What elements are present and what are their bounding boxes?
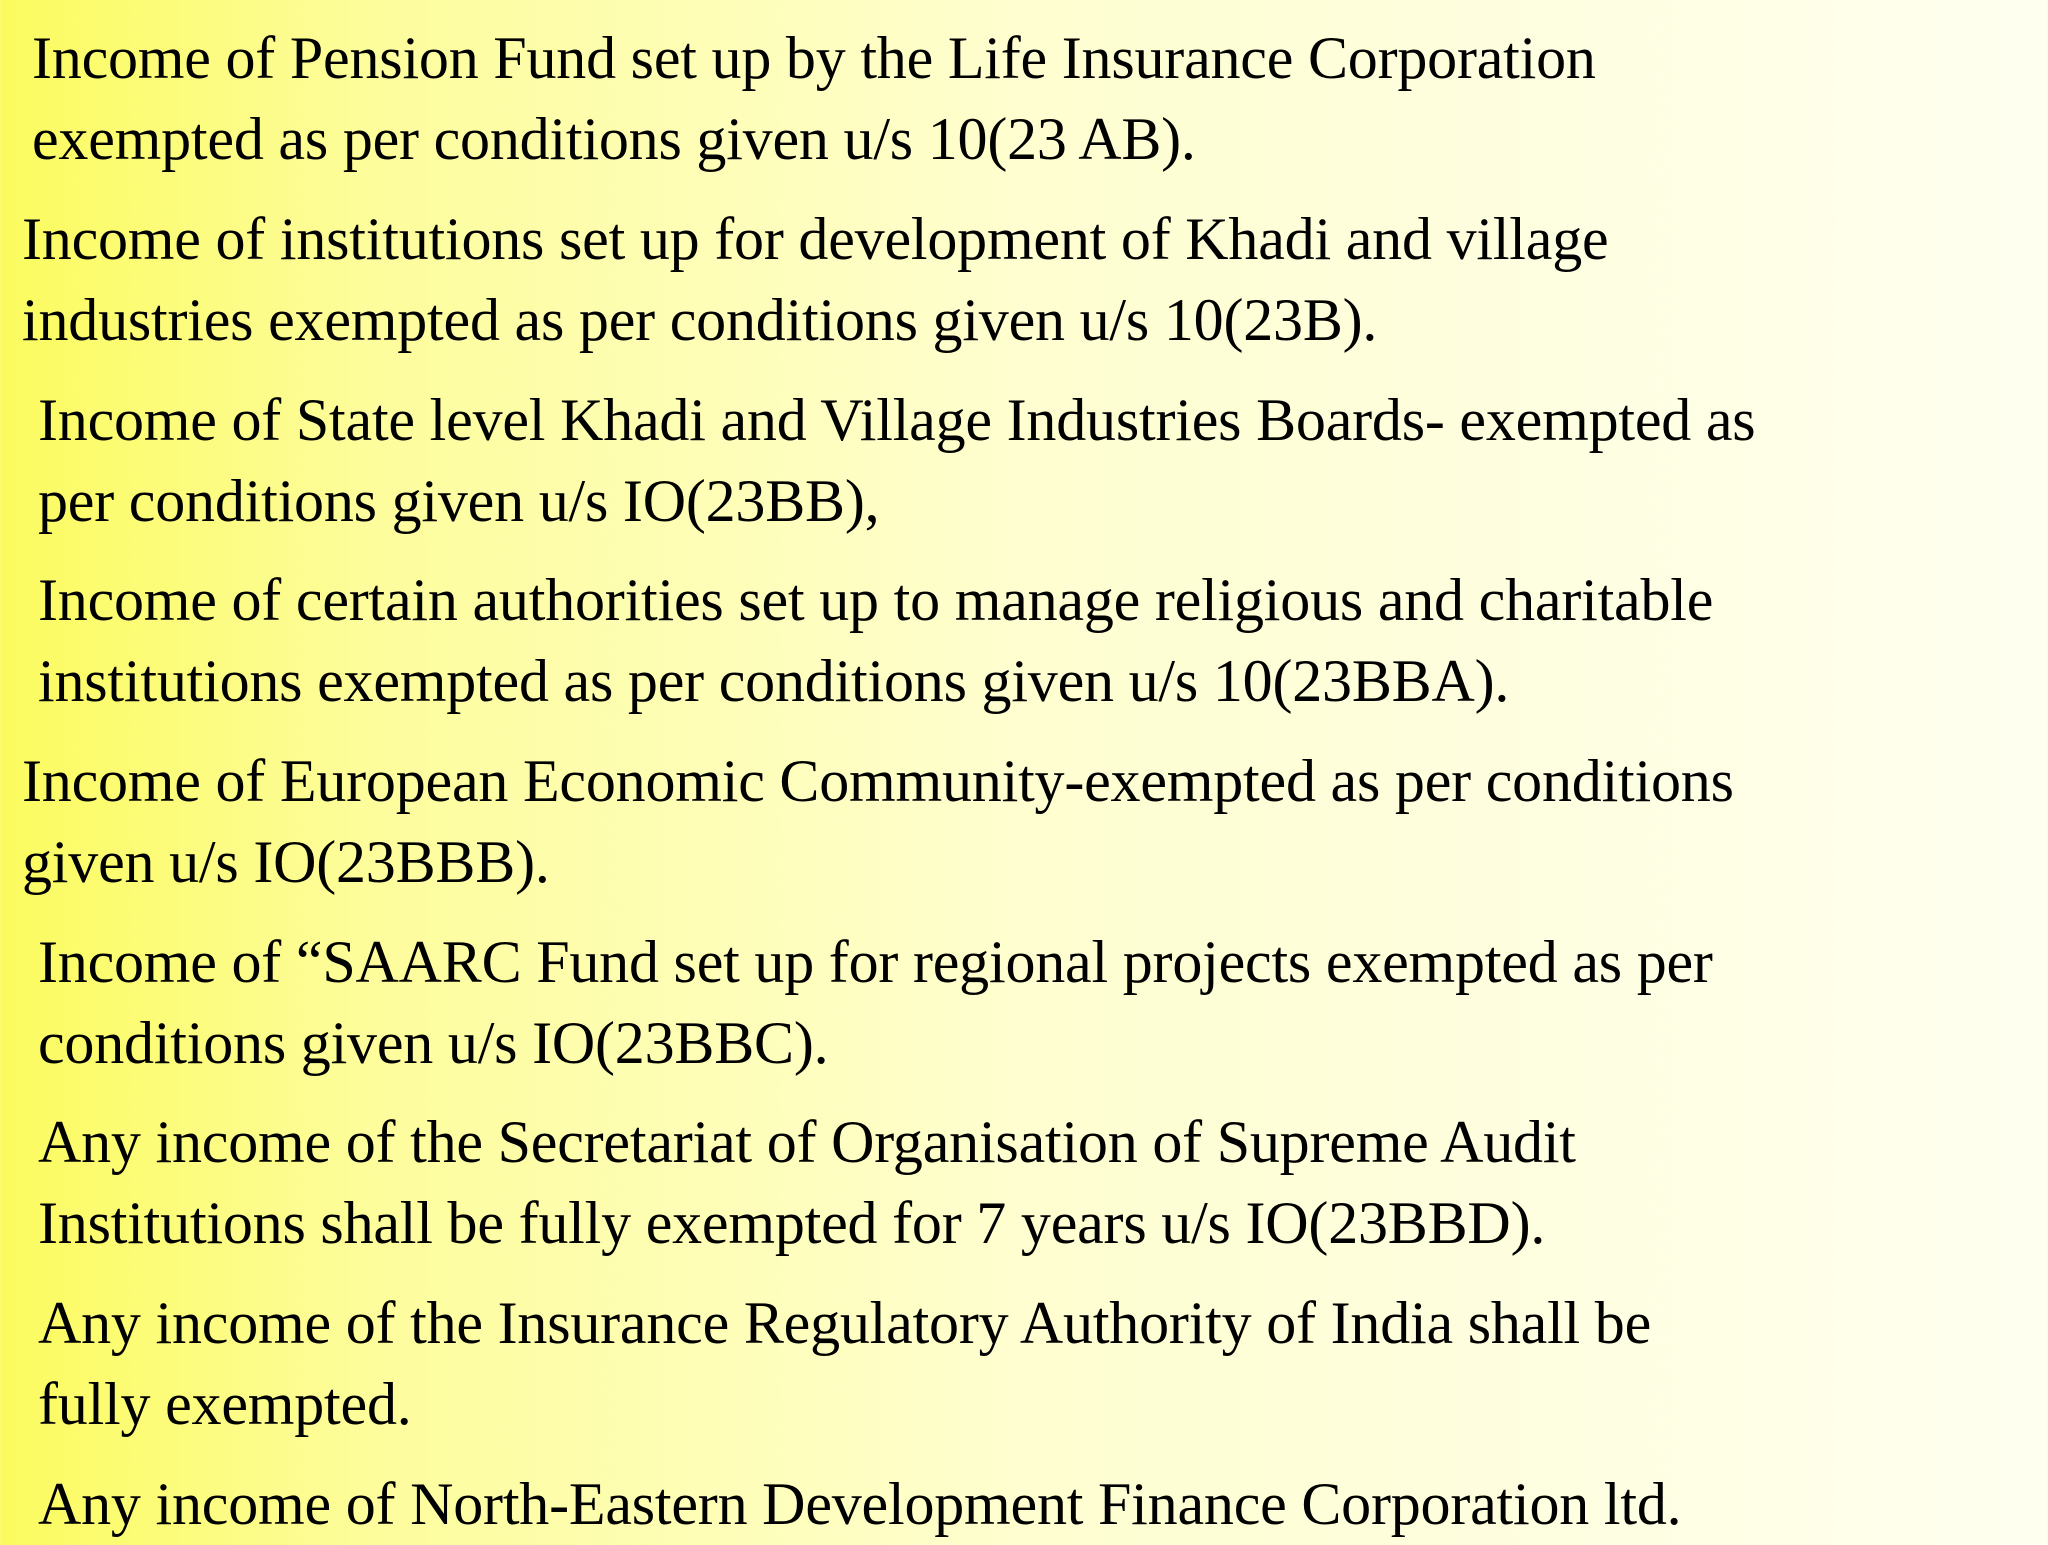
paragraph-nedfc bbox=[38, 1464, 2048, 1545]
paragraph-line: Any income of North-Eastern Development Finance Corporation ltd. bbox=[38, 1471, 1682, 1537]
paragraph-line: Income of State level Khadi and Village Industries Boards- exempted as bbox=[38, 387, 1756, 453]
paragraph-religious-authorities bbox=[38, 560, 2048, 722]
paragraph-line: institutions exempted as per conditions given u/s 10(23BBA). bbox=[38, 648, 1510, 714]
paragraph-line: fully exempted. bbox=[38, 1371, 412, 1437]
paragraph-line: Income of certain authorities set up to manage religious and charitable bbox=[38, 567, 1714, 633]
paragraph-line: conditions given u/s IO(23BBC). bbox=[38, 1010, 829, 1076]
paragraph-line: per conditions given u/s IO(23BB), bbox=[38, 468, 880, 534]
paragraph-saarc-fund bbox=[38, 922, 2048, 1084]
paragraph-khadi-boards bbox=[38, 380, 2048, 542]
paragraph-line: Income of “SAARC Fund set up for regional projects exempted as per bbox=[38, 929, 1713, 995]
paragraph-line: Any income of the Secretariat of Organisation of Supreme Audit bbox=[38, 1109, 1576, 1175]
paragraph-line: industries exempted as per conditions given u/s 10(23B). bbox=[22, 287, 1378, 353]
paragraph-insurance-authority bbox=[38, 1283, 2048, 1445]
paragraph-line: exempted as per conditions given u/s 10(23 AB). bbox=[32, 106, 1196, 172]
paragraph-line: Income of European Economic Community-exempted as per conditions bbox=[22, 748, 1734, 814]
paragraph-khadi-institutions bbox=[22, 199, 2048, 361]
paragraph-line: Income of Pension Fund set up by the Life Insurance Corporation bbox=[32, 25, 1596, 91]
paragraph-line: Any income of the Insurance Regulatory Authority of India shall be bbox=[38, 1290, 1652, 1356]
paragraph-line: Income of institutions set up for development of Khadi and village bbox=[22, 206, 1609, 272]
paragraph-pension-fund bbox=[32, 18, 2048, 180]
paragraph-line: Institutions shall be fully exempted for 7 years u/s IO(23BBD). bbox=[38, 1190, 1546, 1256]
paragraph-audit-secretariat bbox=[38, 1102, 2048, 1264]
paragraph-eec bbox=[22, 741, 2048, 903]
paragraph-line: given u/s IO(23BBB). bbox=[22, 829, 550, 895]
